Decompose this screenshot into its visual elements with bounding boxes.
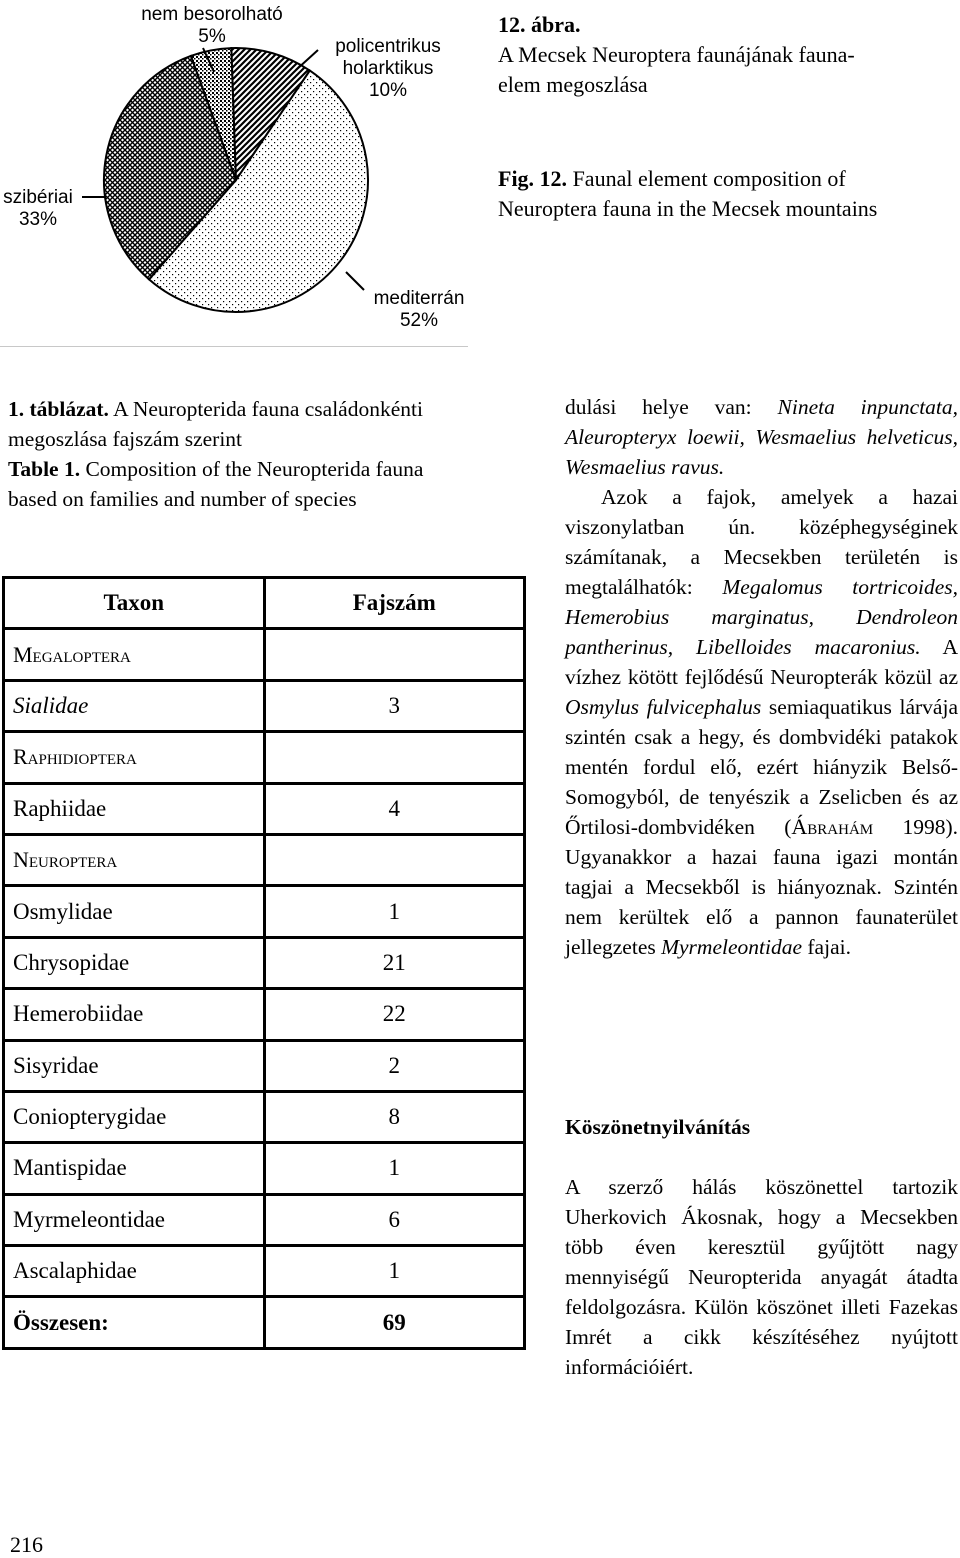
table-row [4, 1246, 525, 1297]
taxon-cell: Osmylidae [4, 886, 265, 937]
text-run: Azok a fajok, amelyek a hazai viszonylatban ún. középhegységinek számítanak, a Mecsekben területén is megtalálhatók: [565, 485, 958, 599]
figure-caption-en-line1: Faunal element composition of [572, 166, 846, 191]
body-text-column [565, 392, 958, 962]
figure-caption-hu [498, 10, 855, 100]
pie-category-label: policentrikus holarktikus [335, 36, 441, 79]
taxa-table [2, 576, 526, 1350]
text-run: dulási helye van: [565, 395, 752, 419]
table-row [4, 989, 525, 1040]
pie-label-nem-besorolhato [128, 4, 296, 48]
header-taxon: Taxon [4, 578, 265, 629]
species-count-cell: 22 [264, 989, 525, 1040]
text-run: 1998). Ugyanakkor a hazai fauna igazi montán tagjai a Mecsekből is hiányoznak. Szintén nem kerültek elő a pannon faunaterület jellegzetes [565, 815, 958, 959]
table-row [4, 1194, 525, 1245]
figure-number-hu: 12. ábra. [498, 12, 581, 37]
species-count-cell: 8 [264, 1091, 525, 1142]
table-number-en: Table 1. [8, 457, 81, 481]
species-count-cell: 6 [264, 1194, 525, 1245]
table-caption-en-line1: Composition of the Neuropterida fauna [85, 457, 424, 481]
table-row [4, 629, 525, 680]
table-row [4, 732, 525, 783]
species-count-cell: 2 [264, 1040, 525, 1091]
table-header-row [4, 578, 525, 629]
pie-category-label: nem besorolható [141, 4, 283, 25]
text-run: A vízhez kötött fejlődésű Neuropterák közül az [565, 635, 958, 689]
acknowledgements-body [565, 1172, 958, 1382]
species-count-cell [264, 834, 525, 885]
family-name-italic: Myrmeleontidae [661, 935, 803, 959]
species-count-cell: 4 [264, 783, 525, 834]
table-caption-hu-line2: megoszlása fajszám szerint [8, 427, 243, 451]
pie-value-label: 52% [399, 310, 439, 331]
species-count-cell: 1 [264, 886, 525, 937]
figure-caption-en-line2: Neuroptera fauna in the Mecsek mountains [498, 196, 878, 221]
taxon-cell: Myrmeleontidae [4, 1194, 265, 1245]
taxon-cell: Ascalaphidae [4, 1246, 265, 1297]
table-caption-hu-line1: A Neuropterida fauna családonkénti [113, 397, 423, 421]
taxon-cell: Mantispidae [4, 1143, 265, 1194]
table-caption [8, 394, 528, 514]
species-count-cell: 21 [264, 937, 525, 988]
text-run: fajai. [807, 935, 851, 959]
pie-label-policentrikus [318, 36, 458, 102]
table-row [4, 1040, 525, 1091]
species-count-cell: 69 [264, 1297, 525, 1348]
species-count-cell [264, 732, 525, 783]
pie-label-mediterran [364, 288, 474, 332]
leader-line-policentrikus [296, 50, 318, 70]
figure-caption-hu-line1: A Mecsek Neuroptera faunájának fauna- [498, 42, 855, 67]
figure-divider [0, 346, 468, 347]
page-number: 216 [10, 1532, 43, 1557]
species-count-cell: 3 [264, 680, 525, 731]
table-number-hu: 1. táblázat. [8, 397, 109, 421]
table-row [4, 886, 525, 937]
species-count-cell: 1 [264, 1246, 525, 1297]
taxon-cell: Neuroptera [4, 834, 265, 885]
species-count-cell [264, 629, 525, 680]
figure-number-en: Fig. 12. [498, 166, 568, 191]
taxon-cell: Raphidioptera [4, 732, 265, 783]
species-count-cell: 1 [264, 1143, 525, 1194]
taxon-cell: Sisyridae [4, 1040, 265, 1091]
pie-label-szibériai [0, 187, 76, 231]
section-heading: Köszönetnyilvánítás [565, 1115, 751, 1139]
taxon-cell: Chrysopidae [4, 937, 265, 988]
table-row [4, 783, 525, 834]
figure-caption-en [498, 164, 877, 224]
taxon-cell: Raphiidae [4, 783, 265, 834]
header-count: Fajszám [264, 578, 525, 629]
pie-value-label: 33% [18, 209, 58, 230]
table-row [4, 680, 525, 731]
paragraph-montane [565, 482, 958, 962]
species-list-italic: Megalomus tortricoides, Hemerobius marginatus, Dendroleon pantherinus, Libelloides macaronius. [565, 575, 959, 659]
pie-category-label: szibériai [3, 187, 73, 208]
figure-caption-hu-line2: elem megoszlása [498, 72, 648, 97]
paragraph-continued [565, 392, 958, 482]
taxon-cell: Hemerobiidae [4, 989, 265, 1040]
taxon-cell: Megaloptera [4, 629, 265, 680]
pie-value-label: 5% [198, 26, 226, 47]
table-row [4, 1143, 525, 1194]
species-list-italic: Nineta inpunctata, Aleuropteryx loewii, Wesmaelius helveticus, Wesmaelius ravus. [565, 395, 959, 479]
table-row [4, 834, 525, 885]
table-row [4, 937, 525, 988]
leader-line-mediterran [346, 272, 364, 290]
acknowledgements-paragraph: A szerző hálás köszönettel tartozik Uherkovich Ákosnak, hogy a Mecsekben több éven keresztül gyűjtött nagy mennyiségű Neuropterida anyagát átadta feldolgozásra. Külön köszönet illeti Fazekas Imrét a cikk készítéséhez nyújtott információiért. [565, 1175, 958, 1379]
table-row [4, 1297, 525, 1348]
table-row [4, 1091, 525, 1142]
pie-value-label: 10% [368, 80, 408, 101]
text-run: semiaquatikus lárvája szintén csak a hegy, és dombvidéki patakok mentén fordul elő, ezért hiányzik Belső-Somogyból, de tenyészik a Zselicben és az Őrtilosi-dombvidéken ( [565, 695, 958, 839]
pie-category-label: mediterrán [373, 288, 465, 309]
taxon-cell: Sialidae [4, 680, 265, 731]
acknowledgements-heading [565, 1112, 958, 1142]
taxon-cell: Összesen: [4, 1297, 265, 1348]
author-citation: Ábrahám [791, 814, 874, 839]
species-name-italic: Osmylus fulvicephalus [565, 695, 762, 719]
table-caption-en-line2: based on families and number of species [8, 487, 357, 511]
taxon-cell: Coniopterygidae [4, 1091, 265, 1142]
